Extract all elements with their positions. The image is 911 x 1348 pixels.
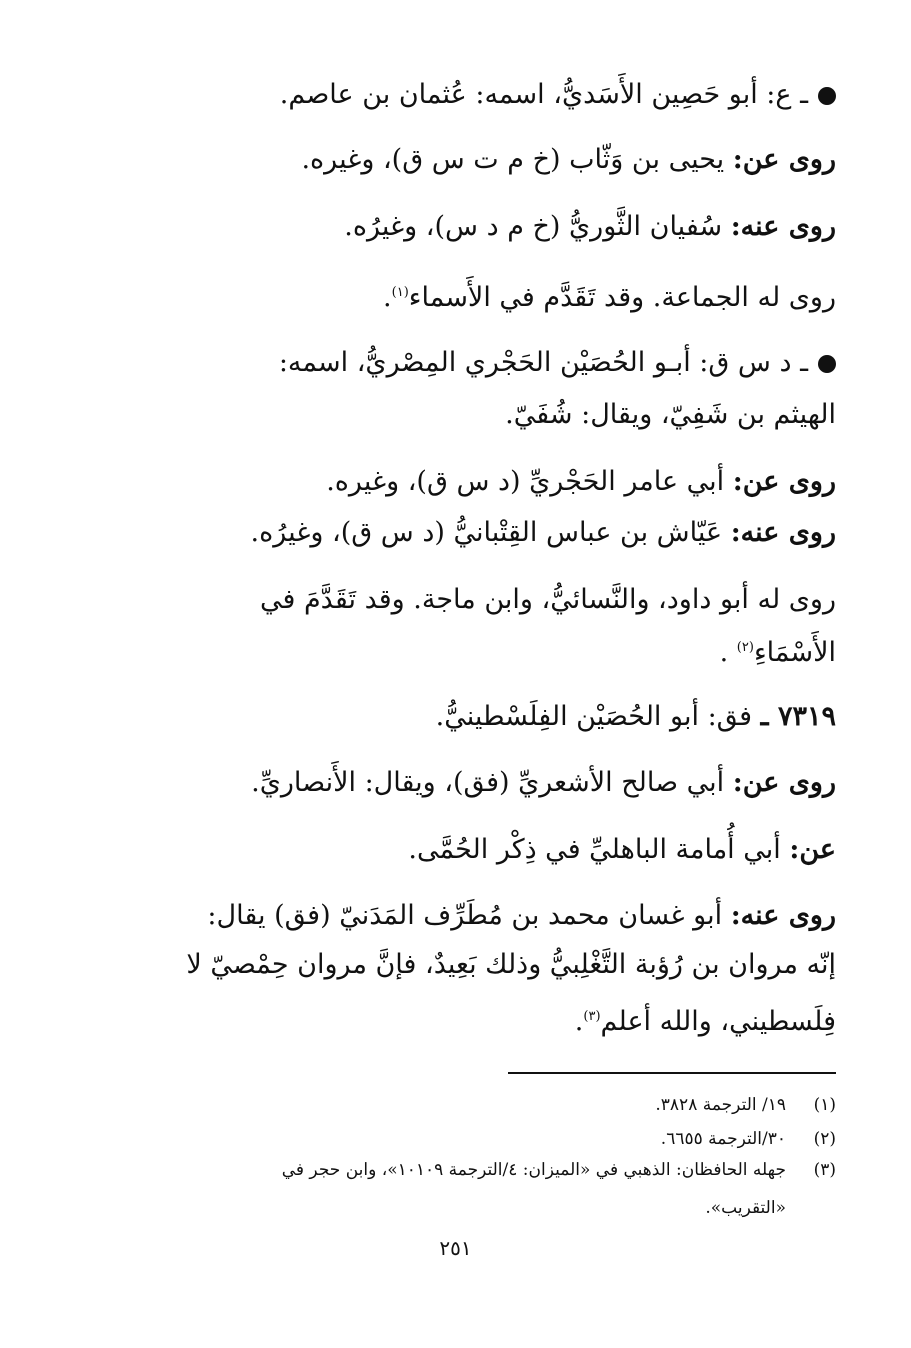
line-marwan: إنّه مروان بن رُؤبة التَّغْلِبيُّ وذلك بَعِيدٌ، فإنَّ مروان حِمْصيّ لا [186, 949, 836, 980]
line-narrated-for: روى له أبو داود، والنَّسائيُّ، وابن ماجة. وقد تَقَدَّمَ في [259, 584, 836, 615]
entry-number: ٧٣١٩ ـ [760, 701, 836, 732]
footnote-2: (٢)٣٠/الترجمة ٦٦٥٥. [660, 1129, 836, 1149]
bullet-icon [818, 355, 836, 373]
bullet-icon [818, 87, 836, 105]
line-narrated-by: روى عنه: أبو غسان محمد بن مُطَرِّف المَدَنيّ (فق) يقال: [207, 900, 836, 931]
line-haytham: الهيثم بن شَفِيّ، ويقال: شُفَيّ. [505, 399, 836, 430]
line-palestinian: فِلَسطيني، والله أعلم$^{(٣)}$. [574, 1006, 836, 1037]
footnote-ref: (٣) [583, 1009, 601, 1024]
footnote-1: (١)١٩/ الترجمة ٣٨٢٨. [655, 1095, 836, 1115]
footnote-3: (٣)جهله الحافظان: الذهبي في «الميزان: ٤/الترجمة ١٠١٠٩»، وابن حجر في [281, 1160, 836, 1180]
line-narrated-from: روى عن: يحيى بن وَثّاب (خ م ت س ق)، وغيره. [301, 144, 836, 175]
line-narrated-from: روى عن: أبي عامر الحَجْريِّ (د س ق)، وغيره. [326, 466, 836, 497]
entry-abu-hasin-asadi: ـ ع: أبو حَصِين الأَسَديُّ، اسمه: عُثمان بن عاصم. [280, 75, 836, 115]
line-narrated-by: روى عنه: عَيّاش بن عباس القِتْبانيُّ (د س ق)، وغيرُه. [250, 517, 836, 548]
footnote-divider [508, 1072, 836, 1074]
footnote-ref: (٢) [736, 640, 754, 655]
line-from: عن: أبي أُمامة الباهليِّ في ذِكْر الحُمَّى. [408, 834, 836, 865]
line-asma: الأَسْمَاءِ$^{(٢)}$ . [719, 637, 836, 668]
entry-7319: ٧٣١٩ ـ فق: أبو الحُصَيْن الفِلَسْطينيُّ. [435, 701, 836, 732]
footnote-ref: (١) [391, 285, 409, 300]
entry-abu-husayn-hajri: ـ د س ق: أبـو الحُصَيْن الحَجْري المِصْريُّ، اسمه: [279, 343, 836, 383]
footnote-3-continued: «التقريب». [705, 1198, 786, 1218]
line-narrated-for: روى له الجماعة. وقد تَقَدَّم في الأَسماء$^{(١)}$. [383, 282, 836, 313]
page-number: ٢٥١ [439, 1236, 472, 1260]
line-narrated-from: روى عن: أبي صالح الأشعريِّ (فق)، ويقال: الأَنصاريِّ. [251, 767, 836, 798]
line-narrated-by: روى عنه: سُفيان الثَّوريُّ (خ م د س)، وغيرُه. [344, 211, 836, 242]
